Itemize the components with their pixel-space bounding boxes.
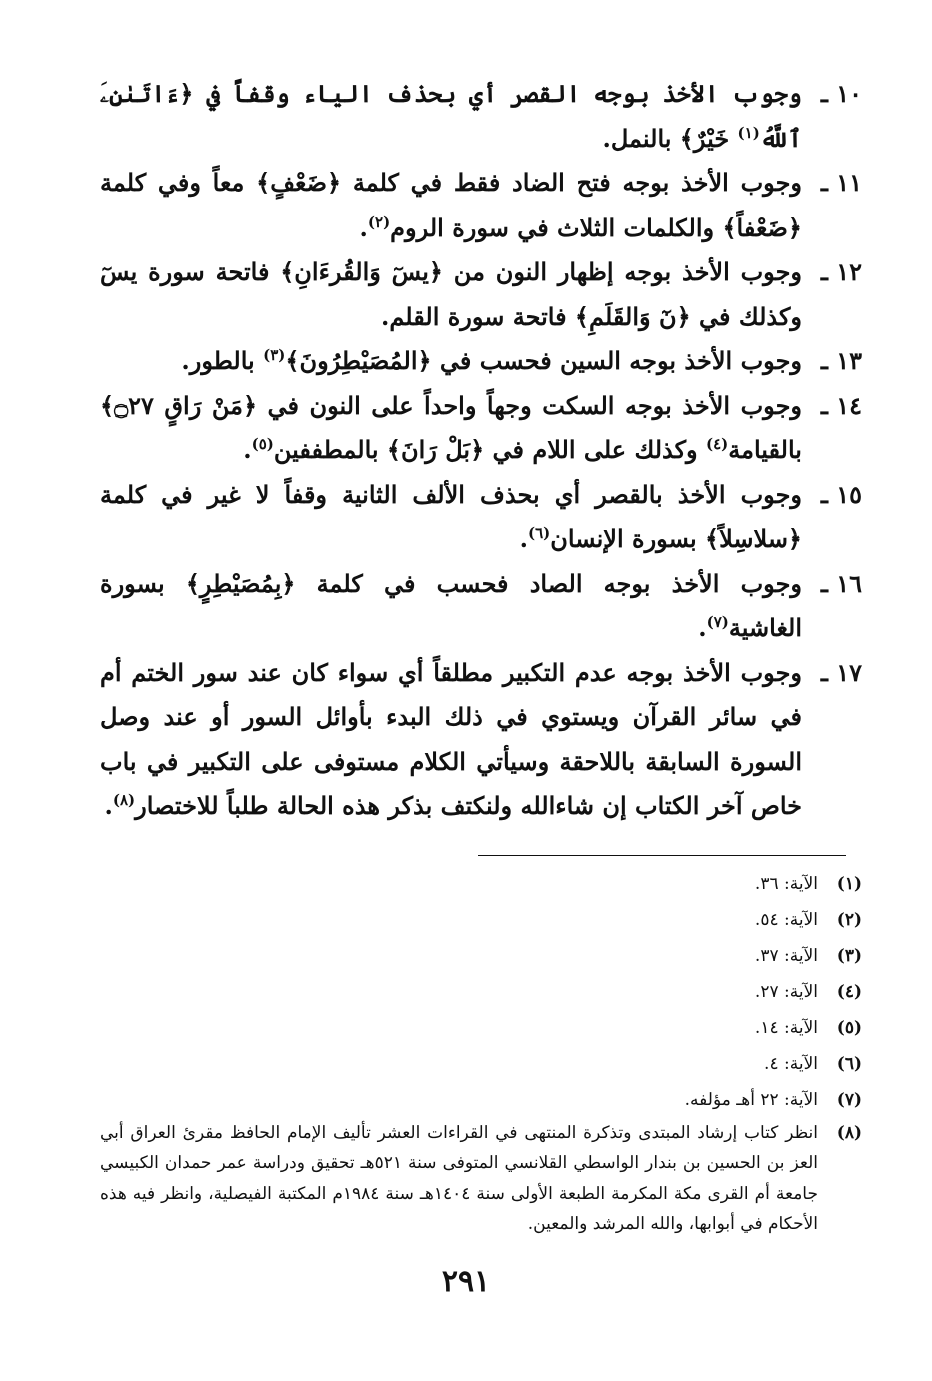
item-text bbox=[100, 339, 802, 384]
list-item bbox=[100, 250, 862, 339]
footnote-marker: (٣) bbox=[263, 346, 286, 364]
footnote bbox=[100, 866, 862, 902]
list-item bbox=[100, 339, 862, 384]
page-number: ٢٩١ bbox=[441, 1264, 491, 1299]
item-text-part: . bbox=[519, 524, 528, 553]
footnote-marker: (٧) bbox=[706, 613, 729, 631]
footnote bbox=[100, 1010, 862, 1046]
item-text bbox=[100, 161, 802, 250]
item-text bbox=[100, 250, 802, 339]
item-text-part: خَيْرٌ﴾ بالنمل. bbox=[602, 123, 738, 153]
item-text bbox=[100, 384, 802, 473]
footnote-number: (٢) bbox=[836, 909, 862, 930]
item-text-part: . bbox=[243, 435, 252, 464]
list-item bbox=[100, 651, 862, 829]
item-text-part: وكذلك على اللام في ﴿بَلْ رَانَ﴾ بالمطففين bbox=[273, 435, 706, 464]
footnote bbox=[100, 902, 862, 938]
item-number: ١٠ ـ bbox=[820, 79, 862, 108]
footnote-text: الآية: ٣٦. bbox=[754, 873, 818, 894]
footnote bbox=[100, 1118, 862, 1240]
item-text-part: وجوب الأخذ بوجه فتح الضاد فقط في كلمة ﴿ضَعْفٍ﴾ معاً وفي كلمة ﴿ضَعْفاً﴾ والكلمات الثلاث في سورة الروم bbox=[100, 168, 802, 242]
footnote-divider bbox=[478, 855, 846, 856]
item-text-part: وجوب الأخذ بوجه السين فحسب في ﴿المُصَيْطِرُونَ﴾ bbox=[285, 346, 802, 375]
item-number: ١٧ ـ bbox=[820, 657, 862, 687]
footnote bbox=[100, 1082, 862, 1118]
item-number: ١٢ ـ bbox=[820, 257, 862, 286]
list-item bbox=[100, 473, 862, 562]
item-text-part: وجوب الأخذ بالقصر أي بحذف الألف الثانية وقفاً لا غير في كلمة ﴿سلاسِلاً﴾ بسورة الإنسان bbox=[100, 479, 802, 553]
footnotes-list bbox=[100, 866, 862, 1240]
footnote-marker: (٨) bbox=[112, 791, 136, 809]
item-text-part: وجوب الأخذ بوجه عدم التكبير مطلقاً أي سواء كان عند سور الختم أم في سائر القرآن ويستوي في ذلك البدء بأوائل السور أو عند وصل السورة السابقة باللاحقة وسيأتي الكلام مستوفى على التكبير في باب خاص آخر الكتاب إن شاءالله ولنكتف بذكر هذه الحالة طلباً للاختصار bbox=[100, 657, 802, 820]
item-text-part: . bbox=[698, 613, 707, 642]
page-body bbox=[100, 72, 862, 1256]
item-text bbox=[100, 473, 802, 562]
item-text-part: . bbox=[359, 212, 368, 242]
footnote-number: (٧) bbox=[836, 1089, 862, 1110]
item-text-part: وجوب الأخذ بوجه إظهار النون من ﴿يسٓ وَالقُرءَانِ﴾ فاتحة سورة يسٓ وكذلك في ﴿نٓ وَالقَلَمِ﴾ فاتحة سورة القلم. bbox=[100, 257, 802, 331]
footnote-text: الآية: ١٤. bbox=[754, 1017, 818, 1038]
footnote-marker: (٤) bbox=[705, 435, 729, 453]
list-item bbox=[100, 72, 862, 161]
list-item bbox=[100, 384, 862, 473]
footnote-marker: (٥) bbox=[251, 435, 274, 453]
main-list bbox=[100, 72, 862, 829]
item-number: ١٥ ـ bbox=[820, 479, 862, 509]
footnote-number: (٨) bbox=[836, 1122, 862, 1143]
footnote-text: الآية: ٤. bbox=[764, 1053, 818, 1074]
footnote-text: الآية: ٥٤. bbox=[754, 909, 818, 930]
footnote-marker: (٦) bbox=[527, 524, 551, 542]
footnote-text: الآية: ٢٢ أهـ مؤلفه. bbox=[684, 1089, 818, 1110]
item-text-part: بالطور. bbox=[181, 346, 264, 375]
footnote-number: (٦) bbox=[836, 1053, 862, 1074]
footnote bbox=[100, 974, 862, 1010]
item-text-part: وجوب الأخذ بوجه السكت وجهاً واحداً على النون في ﴿مَنْ رَاقٍ ۝٢٧﴾ بالقيامة bbox=[100, 390, 803, 464]
footnote-number: (٣) bbox=[836, 945, 862, 966]
item-number: ١٣ ـ bbox=[820, 346, 862, 375]
footnote-number: (٤) bbox=[836, 981, 862, 1002]
footnote bbox=[100, 938, 862, 974]
item-number: ١٦ ـ bbox=[820, 568, 862, 598]
footnote-marker: (٢) bbox=[367, 212, 391, 231]
footnote-text: الآية: ٢٧. bbox=[754, 981, 818, 1002]
item-text bbox=[100, 562, 802, 651]
list-item bbox=[100, 161, 862, 250]
footnote-text: انظر كتاب إرشاد المبتدى وتذكرة المنتهى في القراءات العشر تأليف الإمام الحافظ مقرئ العراق أبي العز بن الحسين بن بندار الواسطي القلانسي المتوفى سنة ٥٢١هـ تحقيق ودراسة عمر حمدان الكبيسي جامعة أم القرى مكة المكرمة الطبعة الأولى سنة ١٤٠٤هـ سنة ١٩٨٤م المكتبة الفيصلية، وانظر فيه هذه الأحكام في أبوابها، والله المرشد والمعين. bbox=[100, 1122, 818, 1234]
item-number: ١١ ـ bbox=[820, 168, 862, 197]
item-text bbox=[100, 651, 802, 829]
footnote-number: (٥) bbox=[836, 1017, 862, 1038]
footnote bbox=[100, 1046, 862, 1082]
item-text-part: وجوب الأخذ بوجه الصاد فحسب في كلمة ﴿بِمُصَيْطِرٍ﴾ بسورة الغاشية bbox=[100, 568, 802, 642]
footnote-text: الآية: ٣٧. bbox=[754, 945, 818, 966]
item-text-part: وجوب الأخذ بوجه القصر أي بحذف الياء وقفاً في ﴿ءَاتَىٰنِۦَ ٱللَّهُ bbox=[100, 79, 802, 153]
item-text-part: . bbox=[104, 791, 113, 820]
list-item bbox=[100, 562, 862, 651]
footnote-marker: (١) bbox=[737, 123, 760, 142]
item-number: ١٤ ـ bbox=[820, 390, 862, 420]
item-text bbox=[100, 72, 802, 161]
footnote-number: (١) bbox=[836, 873, 862, 894]
